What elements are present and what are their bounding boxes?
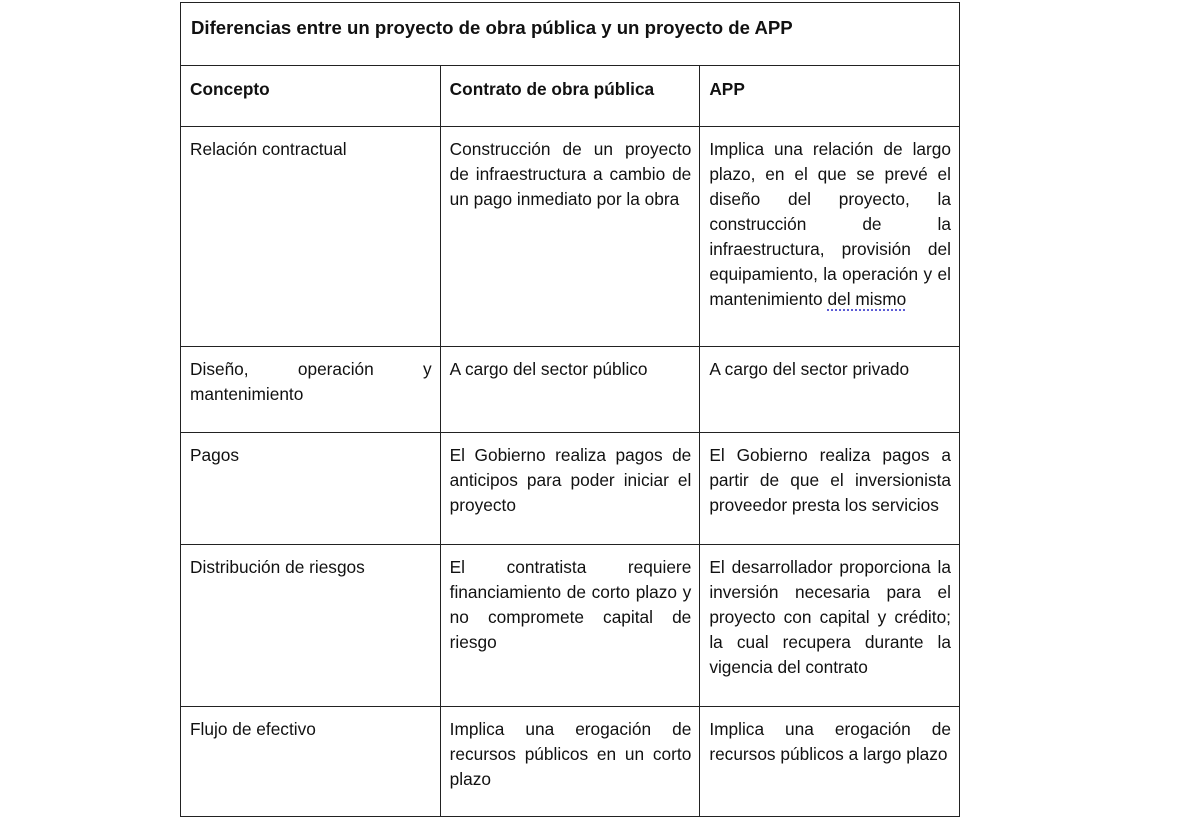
row-concept: Relación contractual [181, 127, 441, 347]
row-obra-publica: El Gobierno realiza pagos de anticipos para poder iniciar el proyecto [440, 433, 700, 545]
table-row [181, 545, 960, 707]
header-obra-publica: Contrato de obra pública [440, 66, 700, 127]
row-obra-publica: A cargo del sector público [440, 347, 700, 433]
table-row [181, 433, 960, 545]
row-app: El desarrollador proporciona la inversión necesaria para el proyecto con capital y crédito; la cual recupera durante la vigencia del contrato [700, 545, 960, 707]
header-row [181, 66, 960, 127]
row-app [700, 127, 960, 347]
row-obra-publica: Construcción de un proyecto de infraestructura a cambio de un pago inmediato por la obra [440, 127, 700, 347]
row-obra-publica: Implica una erogación de recursos públicos en un corto plazo [440, 707, 700, 817]
row-concept: Diseño, operación y mantenimiento [181, 347, 441, 433]
row-app: El Gobierno realiza pagos a partir de que el inversionista proveedor presta los servicios [700, 433, 960, 545]
table-row [181, 127, 960, 347]
row-app: A cargo del sector privado [700, 347, 960, 433]
row-app-text: Implica una relación de largo plazo, en el que se prevé el diseño del proyecto, la construcción de la infraestructura, provisión del equipamiento, la operación y el mantenimiento [709, 139, 951, 309]
comparison-table [180, 2, 960, 817]
spellcheck-underlined-text: del mismo [827, 289, 907, 309]
row-obra-publica: El contratista requiere financiamiento de corto plazo y no compromete capital de riesgo [440, 545, 700, 707]
table-row [181, 347, 960, 433]
row-app: Implica una erogación de recursos públicos a largo plazo [700, 707, 960, 817]
title-row [181, 3, 960, 66]
table-title: Diferencias entre un proyecto de obra pública y un proyecto de APP [181, 3, 960, 66]
table-row [181, 707, 960, 817]
header-app: APP [700, 66, 960, 127]
row-concept: Distribución de riesgos [181, 545, 441, 707]
row-concept: Flujo de efectivo [181, 707, 441, 817]
header-concept: Concepto [181, 66, 441, 127]
row-concept: Pagos [181, 433, 441, 545]
